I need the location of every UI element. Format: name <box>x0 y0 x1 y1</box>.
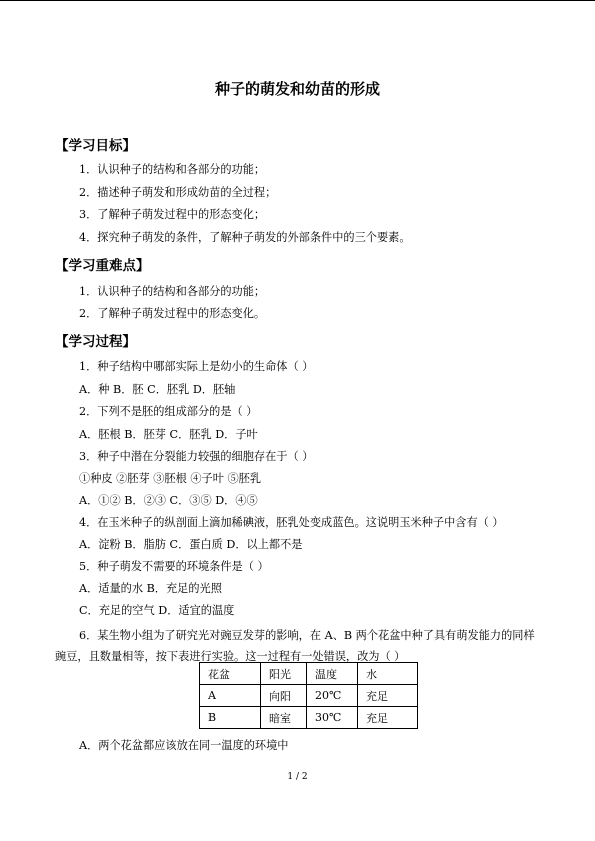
question-5-options-ab: A．适量的水 B．充足的光照 <box>79 582 222 595</box>
table-cell: 30℃ <box>307 707 358 729</box>
experiment-table <box>199 662 418 729</box>
question-4-options: A．淀粉 B．脂肪 C．蛋白质 D．以上都不是 <box>79 538 303 551</box>
table-cell: 暗室 <box>261 707 307 729</box>
key-point-item: 2．了解种子萌发过程中的形态变化。 <box>79 307 266 320</box>
section-heading-objectives: 【学习目标】 <box>55 138 136 154</box>
table-cell: 充足 <box>358 707 418 729</box>
objective-item: 4．探究种子萌发的条件，了解种子萌发的外部条件中的三个要素。 <box>79 231 411 244</box>
section-heading-process: 【学习过程】 <box>55 334 136 350</box>
objective-item: 1．认识种子的结构和各部分的功能； <box>79 163 266 176</box>
table-header-cell: 阳光 <box>261 663 307 685</box>
table-cell: A <box>200 685 261 707</box>
question-5: 5．种子萌发不需要的环境条件是（ ） <box>79 560 269 573</box>
objective-item: 3．了解种子萌发过程中的形态变化； <box>79 208 266 221</box>
table-header-row <box>200 663 418 685</box>
key-point-item: 1．认识种子的结构和各部分的功能； <box>79 285 266 298</box>
question-1-options: A．种 B．胚 C．胚乳 D．胚轴 <box>79 383 236 396</box>
table-header-cell: 花盆 <box>200 663 261 685</box>
table-row <box>200 707 418 729</box>
question-1: 1．种子结构中哪部实际上是幼小的生命体（ ） <box>79 360 314 373</box>
table-cell: B <box>200 707 261 729</box>
question-6: 6．某生物小组为了研究光对豌豆发芽的影响，在 A、B 两个花盆中种了具有萌发能力的同样豌豆，且数量相等，按下表进行实验。这一过程有一处错误，改为（ ） <box>55 629 535 663</box>
question-6-option-a: A．两个花盆都应该放在同一温度的环境中 <box>79 739 289 752</box>
question-5-options-cd: C．充足的空气 D．适宜的温度 <box>79 604 235 617</box>
question-3-items: ①种皮 ②胚芽 ③胚根 ④子叶 ⑤胚乳 <box>79 472 262 485</box>
table-header-cell: 水 <box>358 663 418 685</box>
page-title: 种子的萌发和幼苗的形成 <box>214 80 380 98</box>
objective-item: 2．描述种子萌发和形成幼苗的全过程； <box>79 186 277 199</box>
table-header-cell: 温度 <box>307 663 358 685</box>
question-3-options: A．①② B．②③ C．③⑤ D．④⑤ <box>79 494 258 507</box>
table-cell: 充足 <box>358 685 418 707</box>
table-row <box>200 685 418 707</box>
page-number: 1 / 2 <box>287 772 308 782</box>
table-cell: 20℃ <box>307 685 358 707</box>
question-2-options: A．胚根 B．胚芽 C．胚乳 D．子叶 <box>79 428 258 441</box>
section-heading-key-points: 【学习重难点】 <box>55 258 150 274</box>
top-rule <box>0 0 595 1</box>
question-2: 2．下列不是胚的组成部分的是（ ） <box>79 405 258 418</box>
table-cell: 向阳 <box>261 685 307 707</box>
question-3: 3．种子中潜在分裂能力较强的细胞存在于（ ） <box>79 450 314 463</box>
question-4: 4．在玉米种子的纵剖面上滴加稀碘液，胚乳处变成蓝色。这说明玉米种子中含有（ ） <box>79 516 504 529</box>
